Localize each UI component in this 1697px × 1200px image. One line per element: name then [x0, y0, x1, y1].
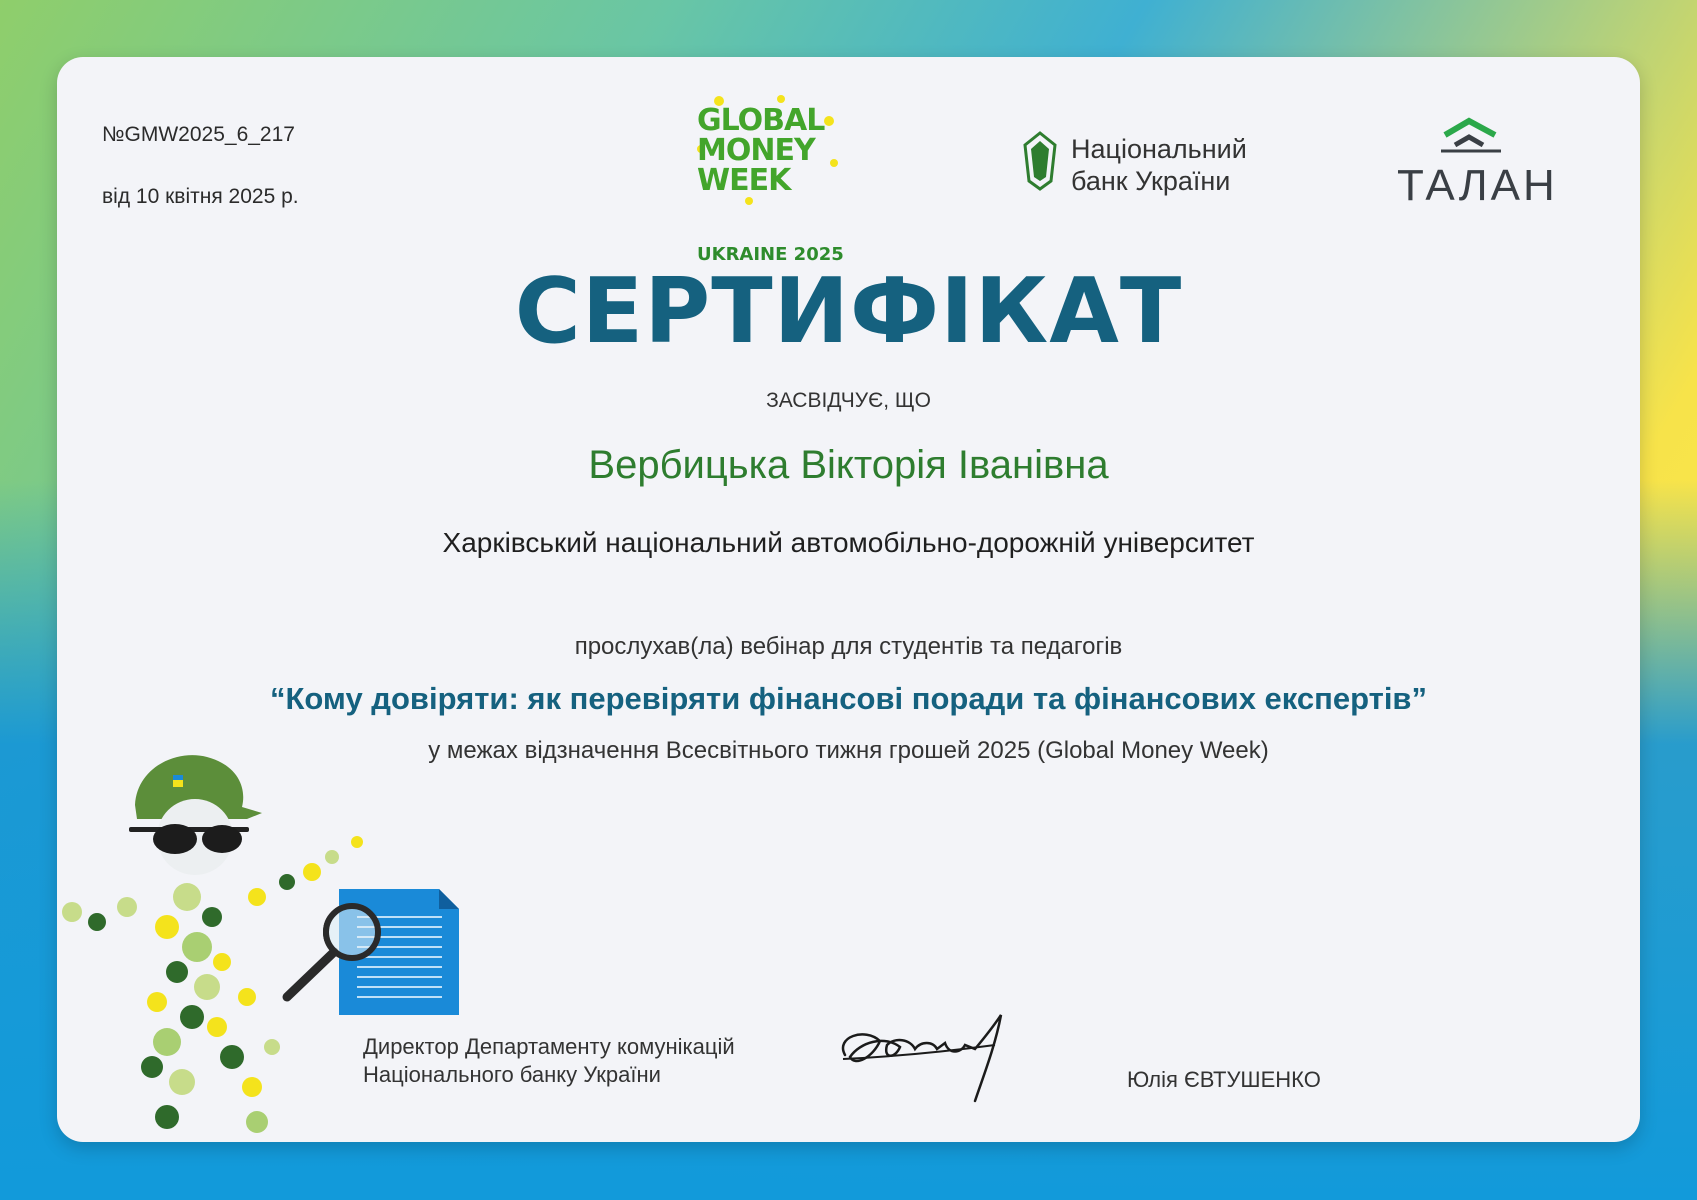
nbu-logo	[1023, 131, 1247, 203]
certifies-text: ЗАСВІДЧУЄ, ЩО	[766, 389, 931, 412]
nbu-name-line-2: банк України	[1071, 166, 1231, 196]
gmw-line-1: GLOBAL	[697, 103, 825, 138]
role-line-2: Національного банку України	[363, 1062, 661, 1087]
nbu-name-line-1: Національний	[1071, 134, 1247, 164]
talan-logo	[1397, 117, 1567, 217]
certificate-card	[57, 57, 1640, 1142]
context-text: у межах відзначення Всесвітнього тижня грошей 2025 (Global Money Week)	[428, 737, 1269, 764]
role-line-1: Директор Департаменту комунікацій	[363, 1034, 735, 1059]
signer-name: Юлія ЄВТУШЕНКО	[1127, 1067, 1321, 1092]
signatory-role	[363, 1033, 735, 1089]
recipient-name: Вербицька Вікторія Іванівна	[588, 443, 1109, 487]
global-money-week-logo	[697, 97, 857, 265]
gmw-line-2: MONEY	[697, 133, 815, 168]
nbu-name	[1071, 133, 1271, 197]
listened-text: прослухав(ла) вебінар для студентів та педагогів	[574, 633, 1123, 660]
talan-name: ТАЛАН	[1397, 161, 1558, 210]
certificate-date: від 10 квітня 2025 р.	[102, 185, 299, 208]
certificate-title: СЕРТИФІКАТ	[514, 259, 1183, 364]
handwritten-signature	[825, 997, 1025, 1117]
gmw-line-4: UKRAINE 2025	[697, 244, 844, 265]
webinar-title: “Кому довіряти: як перевіряти фінансові поради та фінансових експертів”	[269, 681, 1427, 716]
nbu-emblem-icon	[1023, 131, 1057, 191]
certificate-number: №GMW2025_6_217	[102, 123, 295, 146]
talan-chevron-icon	[1437, 117, 1517, 157]
institution-name: Харківський національний автомобільно-дорожній університет	[442, 527, 1255, 558]
mascot-body-dots	[62, 836, 363, 1133]
gmw-line-3: WEEK	[697, 163, 791, 198]
